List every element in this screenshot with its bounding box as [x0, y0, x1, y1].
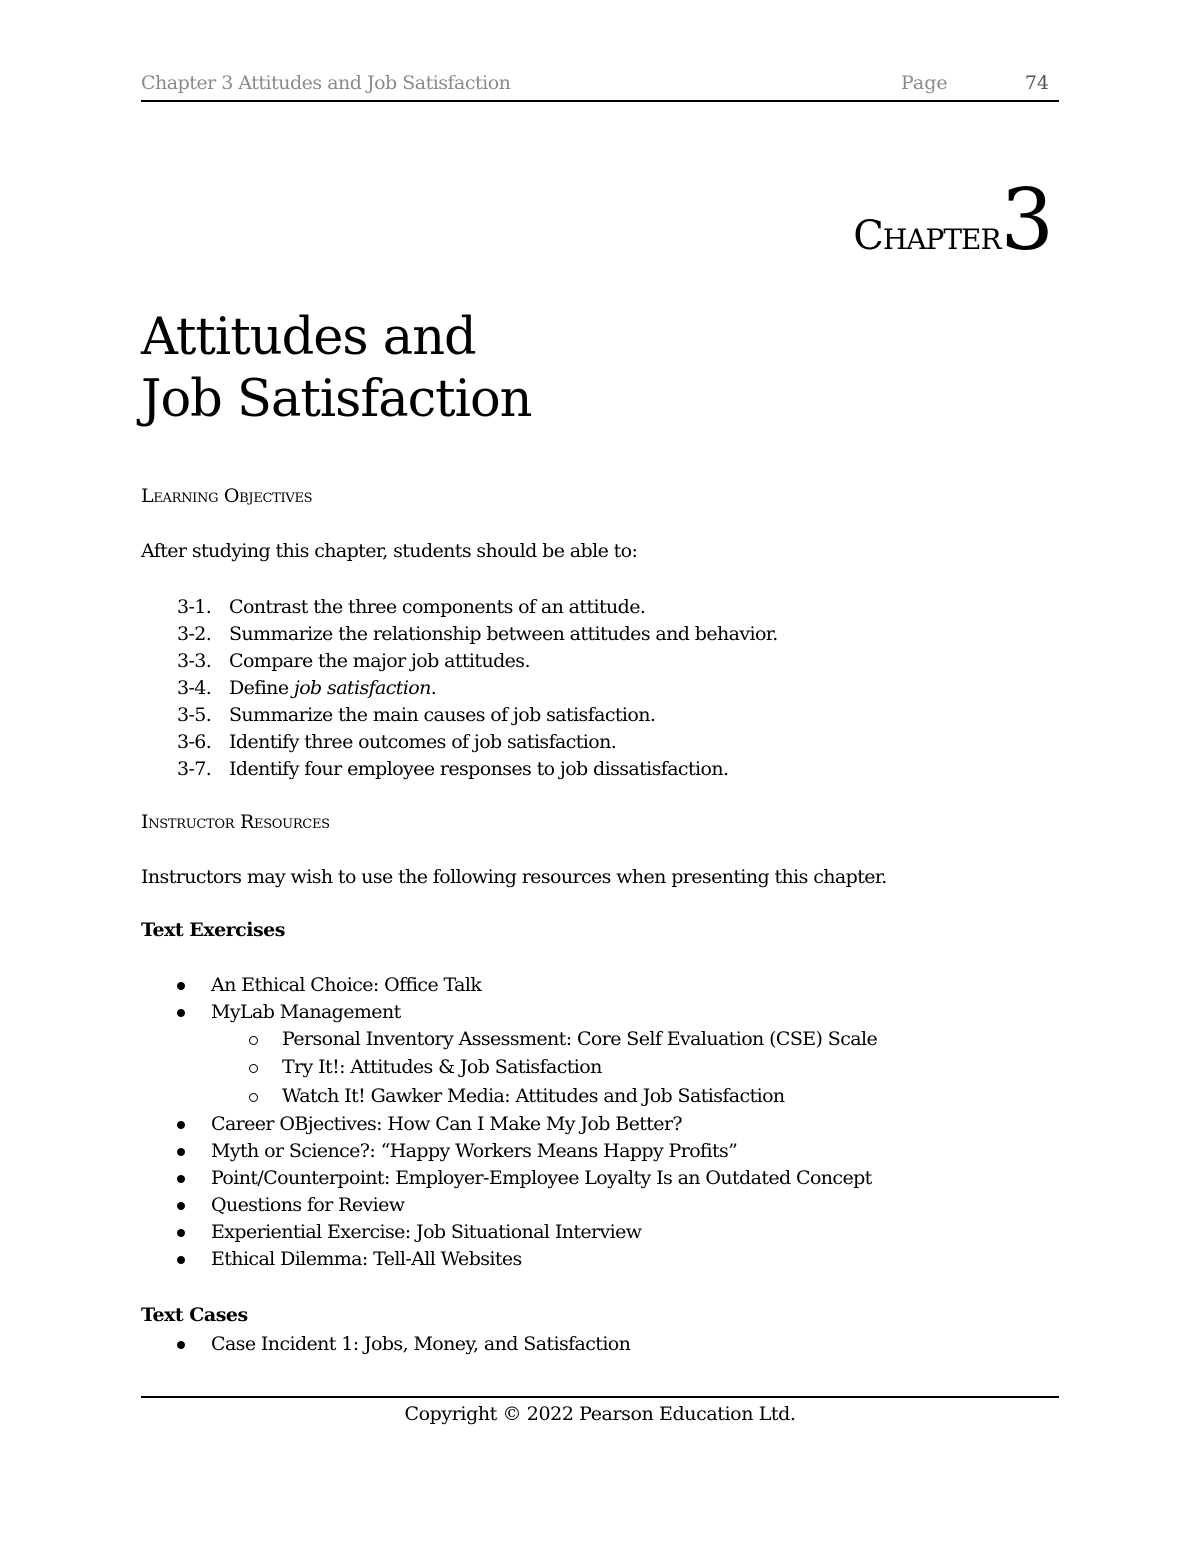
bullet-icon [177, 1121, 185, 1129]
bullet-icon [177, 1148, 185, 1156]
bullet-icon [177, 1229, 185, 1237]
objective-code: 3-1. [177, 596, 212, 618]
chapter-title-line1: Attitudes and [141, 308, 476, 367]
page-number: 74 [1024, 72, 1049, 94]
instructor-resources-heading: Instructor Resources [141, 811, 330, 833]
bullet-icon [177, 1341, 185, 1349]
bullet-icon [177, 1175, 185, 1183]
objective-item [177, 648, 778, 675]
list-item-text: Questions for Review [211, 1194, 405, 1216]
list-item-text: Try It!: Attitudes & Job Satisfaction [282, 1056, 602, 1078]
running-title: Chapter 3 Attitudes and Job Satisfaction [141, 72, 511, 94]
bullet-icon [177, 1202, 185, 1210]
list-item-text: Career OBjectives: How Can I Make My Job Better? [211, 1113, 683, 1135]
objective-emphasis: job satisfaction [293, 677, 431, 699]
learning-objectives-intro: After studying this chapter, students should be able to: [141, 540, 638, 562]
bullet-icon [177, 1009, 185, 1017]
objective-code: 3-2. [177, 623, 212, 645]
objective-code: 3-7. [177, 758, 212, 780]
objective-code: 3-6. [177, 731, 212, 753]
copyright-notice: Copyright © 2022 Pearson Education Ltd. [404, 1403, 796, 1425]
chapter-title [141, 307, 532, 431]
objective-item [177, 756, 778, 783]
chapter-word: Chapter [853, 213, 1001, 259]
list-item-text: Point/Counterpoint: Employer-Employee Loyalty Is an Outdated Concept [211, 1167, 872, 1189]
list-item-text: Personal Inventory Assessment: Core Self Evaluation (CSE) Scale [282, 1028, 878, 1050]
text-exercises-heading: Text Exercises [141, 919, 285, 941]
chapter-tag [853, 171, 1054, 269]
bullet-icon [177, 1256, 185, 1264]
objective-code: 3-4. [177, 677, 212, 699]
hollow-bullet-icon [249, 1036, 258, 1045]
objective-text: Compare the major job attitudes. [229, 650, 530, 672]
objective-text: Summarize the relationship between attitudes and behavior. [229, 623, 778, 645]
instructor-resources-intro: Instructors may wish to use the following resources when presenting this chapter. [141, 866, 887, 888]
objective-text: Identify three outcomes of job satisfaction. [229, 731, 617, 753]
objective-text: Contrast the three components of an attitude. [229, 596, 646, 618]
objective-item [177, 702, 778, 729]
list-item-text: Ethical Dilemma: Tell-All Websites [211, 1248, 522, 1270]
running-header [141, 72, 1059, 102]
text-cases-heading: Text Cases [141, 1304, 248, 1326]
objective-text-end: . [430, 677, 437, 699]
learning-objectives-heading: Learning Objectives [141, 485, 313, 507]
list-item-text: An Ethical Choice: Office Talk [211, 974, 482, 996]
list-item-text: Myth or Science?: “Happy Workers Means Happy Profits” [211, 1140, 738, 1162]
bullet-icon [177, 982, 185, 990]
objective-item [177, 729, 778, 756]
objective-item [177, 621, 778, 648]
objective-item [177, 675, 778, 702]
objective-code: 3-5. [177, 704, 212, 726]
objective-text: Identify four employee responses to job dissatisfaction. [229, 758, 729, 780]
hollow-bullet-icon [249, 1064, 258, 1073]
objective-text: Define [229, 677, 294, 699]
list-item-text: MyLab Management [211, 1001, 401, 1023]
list-item-text: Watch It! Gawker Media: Attitudes and Job Satisfaction [282, 1085, 785, 1107]
hollow-bullet-icon [249, 1093, 258, 1102]
footer-rule [141, 1396, 1059, 1398]
objectives-list [177, 594, 778, 783]
chapter-number: 3 [1000, 171, 1054, 269]
objective-text: Summarize the main causes of job satisfaction. [229, 704, 656, 726]
objective-item [177, 594, 778, 621]
page-label: Page [901, 72, 948, 94]
list-item-text: Case Incident 1: Jobs, Money, and Satisfaction [211, 1333, 631, 1355]
objective-code: 3-3. [177, 650, 212, 672]
list-item-text: Experiential Exercise: Job Situational Interview [211, 1221, 642, 1243]
chapter-title-line2: Job Satisfaction [141, 370, 532, 429]
